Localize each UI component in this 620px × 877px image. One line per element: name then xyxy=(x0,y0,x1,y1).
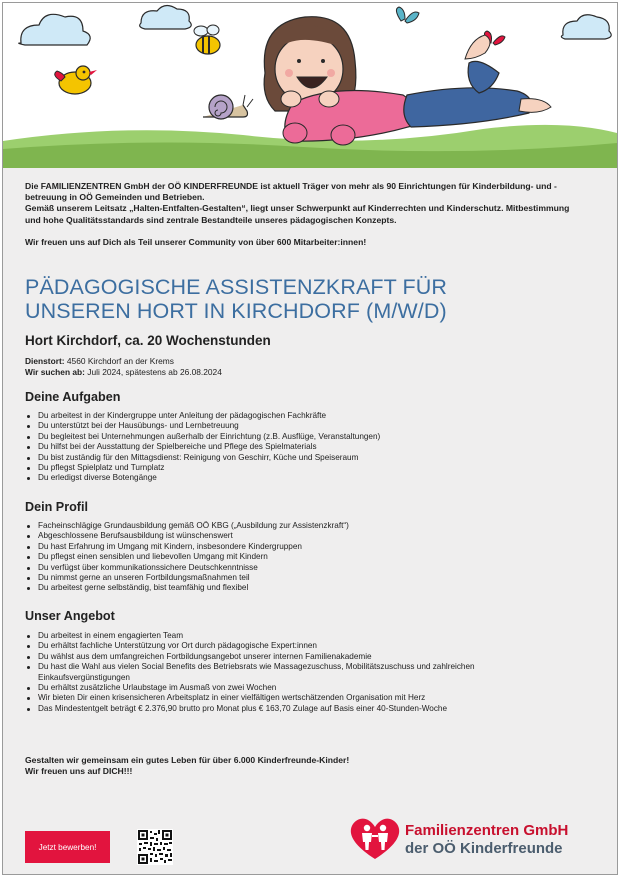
section-heading-angebot: Unser Angebot xyxy=(25,609,115,623)
job-title xyxy=(25,275,585,323)
list-item: Du bist zuständig für den Mittagsdienst: Reinigung von Geschirr, Küche und Speiseraum xyxy=(25,453,565,463)
girl-lying-on-grass-illustration xyxy=(3,3,617,168)
job-subtitle: Hort Kirchdorf, ca. 20 Wochenstunden xyxy=(25,333,271,348)
list-item: Du pflegst einen sensiblen und liebevollen Umgang mit Kindern xyxy=(25,552,565,562)
angebot-list xyxy=(25,631,565,714)
list-item: Du wählst aus dem umfangreichen Fortbildungsangebot unserer internen Familienakademie xyxy=(25,652,565,662)
list-item: Du arbeitest gerne selbständig, bist teamfähig und flexibel xyxy=(25,583,565,593)
job-meta xyxy=(25,356,222,377)
start-date-value: Juli 2024, spätestens ab 26.08.2024 xyxy=(87,366,222,377)
apply-button[interactable]: Jetzt bewerben! xyxy=(25,831,110,863)
list-item: Du begleitest bei Unternehmungen außerhalb der Einrichtung (z.B. Ausflüge, Veranstaltungen) xyxy=(25,432,565,442)
list-item: Du erledigst diverse Botengänge xyxy=(25,473,565,483)
list-item: Das Mindestentgelt beträgt € 2.376,90 brutto pro Monat plus € 163,70 Zulage auf Basis einer 40-Stunden-Woche xyxy=(25,704,565,714)
job-title-line-1: PÄDAGOGISCHE ASSISTENZKRAFT FÜR xyxy=(25,275,448,299)
snail-icon xyxy=(203,95,253,119)
list-item: Du arbeitest in der Kindergruppe unter Anleitung der pädagogischen Fachkräfte xyxy=(25,411,565,421)
closing-text xyxy=(25,755,349,777)
bird-icon xyxy=(55,66,97,94)
list-item: Facheinschlägige Grundausbildung gemäß OÖ KBG („Ausbildung zur Assistenzkraft“) xyxy=(25,521,565,531)
intro-paragraph-3: Wir freuen uns auf Dich als Teil unserer Community von über 600 Mitarbeiter:innen! xyxy=(25,236,367,247)
list-item: Du verfügst über kommunikationssichere Deutschkenntnisse xyxy=(25,563,565,573)
list-item: Du arbeitest in einem engagierten Team xyxy=(25,631,565,641)
list-item: Abgeschlossene Berufsausbildung ist wünschenswert xyxy=(25,531,565,541)
header-illustration xyxy=(3,3,617,168)
bee-icon xyxy=(194,25,220,54)
logo-text-line-2: der OÖ Kinderfreunde xyxy=(405,840,563,857)
start-date-label: Wir suchen ab: xyxy=(25,366,85,377)
list-item: Du erhältst fachliche Unterstützung vor Ort durch pädagogische Expert:innen xyxy=(25,641,565,651)
list-item: Du erhältst zusätzliche Urlaubstage im Ausmaß von zwei Wochen xyxy=(25,683,565,693)
butterfly-icon xyxy=(396,7,419,23)
dienstort-label: Dienstort: xyxy=(25,356,65,366)
list-item: Du hilfst bei der Ausstattung der Spielbereiche und Pflege des Spielmaterials xyxy=(25,442,565,452)
aufgaben-list xyxy=(25,411,565,484)
intro-paragraph-2: Gemäß unserem Leitsatz „Halten-Entfalten-Gestalten“, liegt unser Schwerpunkt auf Kinderrechten und Kinderschutz. Mitbestimmung und hohe Qualitätsstandards sind zentrale Bestandteile unseres pädagogischen Konzepts. xyxy=(25,203,570,225)
intro-text xyxy=(25,181,581,248)
list-item: Du hast die Wahl aus vielen Social Benefits des Betriebsrats wie Massagezuschuss, Mobilitätszuschuss und zahlreichen Einkaufsvergünstigungen xyxy=(25,662,565,683)
job-title-line-2: UNSEREN HORT IN KIRCHDORF (M/W/D) xyxy=(25,299,447,323)
list-item: Du unterstützt bei der Hausübungs- und Lernbetreuung xyxy=(25,421,565,431)
dienstort-value: 4560 Kirchdorf an der Krems xyxy=(66,356,174,366)
list-item: Du pflegst Spielplatz und Turnplatz xyxy=(25,463,565,473)
section-heading-aufgaben: Deine Aufgaben xyxy=(25,390,121,404)
list-item: Du nimmst gerne an unseren Fortbildungsmaßnahmen teil xyxy=(25,573,565,583)
section-heading-profil: Dein Profil xyxy=(25,500,88,514)
qr-code-icon[interactable] xyxy=(137,829,173,865)
closing-line-1: Gestalten wir gemeinsam ein gutes Leben für über 6.000 Kinderfreunde-Kinder! xyxy=(25,755,350,765)
list-item: Du hast Erfahrung im Umgang mit Kindern, insbesondere Kindergruppen xyxy=(25,542,565,552)
girl-illustration xyxy=(264,17,551,145)
intro-paragraph-1: Die FAMILIENZENTREN GmbH der OÖ KINDERFREUNDE ist aktuell Träger von mehr als 90 Einrichtungen für Kinderbildung- und -betreuung in OÖ Gemeinden und Betrieben. xyxy=(25,181,557,203)
logo-text-line-1: Familienzentren GmbH xyxy=(405,822,569,839)
closing-line-2: Wir freuen uns auf DICH!!! xyxy=(25,766,133,776)
profil-list xyxy=(25,521,565,594)
job-posting-page xyxy=(2,2,618,875)
list-item: Wir bieten Dir einen krisensicheren Arbeitsplatz in einer vielfältigen wertschätzenden Organisation mit Herz xyxy=(25,693,565,703)
